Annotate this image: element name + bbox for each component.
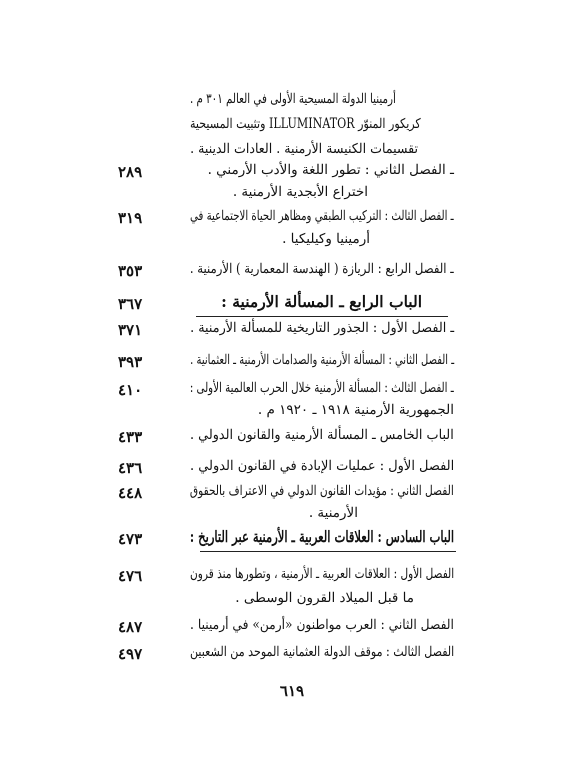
toc-line: الفصل الأول : عمليات الإبادة في القانون الدولي .	[189, 458, 454, 474]
page-number: ٦١٩	[279, 682, 305, 700]
toc-line: الفصل الثالث : موقف الدولة العثمانية الموحد من الشعبين	[189, 644, 454, 660]
toc-page-number: ٣٧١	[118, 321, 143, 339]
toc-page-number: ٣٩٣	[118, 353, 143, 371]
heading-underline	[200, 551, 456, 552]
toc-line: الفصل الثاني : مؤيدات القانون الدولي في الاعتراف بالحقوق	[190, 483, 454, 499]
toc-line: أرمينيا الدولة المسيحية الأولى في العالم ٣٠١ م .	[190, 91, 396, 107]
toc-line: الفصل الأول : العلاقات العربية ـ الأرمنية ، وتطورها منذ قرون	[189, 566, 454, 582]
toc-page-number: ٤٤٨	[118, 484, 143, 502]
toc-line: الباب الخامس ـ المسألة الأرمنية والقانون الدولي .	[190, 427, 454, 443]
toc-line: أرمينيا وكيليكيا .	[282, 231, 370, 247]
toc-page-number: ٤٩٧	[118, 645, 143, 663]
toc-line: الفصل الثاني : العرب مواطنون «أرمن» في أرمينيا .	[190, 617, 454, 633]
toc-page-number: ٤٨٧	[118, 618, 143, 636]
toc-line: ـ الفصل الرابع : الريازة ( الهندسة المعمارية ) الأرمنية .	[190, 261, 454, 277]
toc-page-number: ٤١٠	[118, 381, 143, 399]
toc-page-number: ٤٧٣	[118, 530, 143, 548]
section-heading: الباب السادس : العلاقات العربية ـ الأرمنية عبر التاريخ :	[189, 527, 454, 546]
toc-line: تقسيمات الكنيسة الأرمنية . العادات الدينية .	[190, 141, 418, 157]
heading-underline	[196, 316, 448, 317]
toc-line: ما قبل الميلاد القرون الوسطى .	[235, 590, 414, 606]
toc-page-number: ٤٣٦	[118, 459, 143, 477]
toc-page-number: ٣١٩	[118, 209, 143, 227]
toc-line: ـ الفصل الثالث : المسألة الأرمنية خلال الحرب العالمية الأولى :	[190, 380, 454, 396]
toc-page-number: ٢٨٩	[118, 163, 143, 181]
toc-line: الجمهورية الأرمنية ١٩١٨ ـ ١٩٢٠ م .	[257, 402, 454, 418]
toc-page-number: ٤٧٦	[118, 567, 143, 585]
toc-line: الأرمنية .	[308, 505, 358, 521]
toc-page-number: ٤٣٣	[118, 428, 143, 446]
toc-line: ـ الفصل الثاني : المسألة الأرمنية والصدامات الأرمنية ـ العثمانية .	[190, 352, 454, 368]
toc-line: ـ الفصل الثاني : تطور اللغة والأدب الأرمني .	[207, 162, 454, 178]
toc-line: اختراع الأبجدية الأرمنية .	[232, 184, 368, 200]
toc-line: ـ الفصل الأول : الجذور التاريخية للمسألة الأرمنية .	[189, 320, 454, 336]
toc-line: كريكور المنوّر ILLUMINATOR وتثبيت المسيحية	[190, 116, 421, 132]
section-heading: الباب الرابع ـ المسألة الأرمنية :	[221, 292, 422, 311]
toc-page-number: ٣٥٣	[118, 262, 143, 280]
toc-page-number: ٣٦٧	[118, 295, 143, 313]
toc-line: ـ الفصل الثالث : التركيب الطبقي ومظاهر الحياة الاجتماعية في	[190, 208, 454, 224]
